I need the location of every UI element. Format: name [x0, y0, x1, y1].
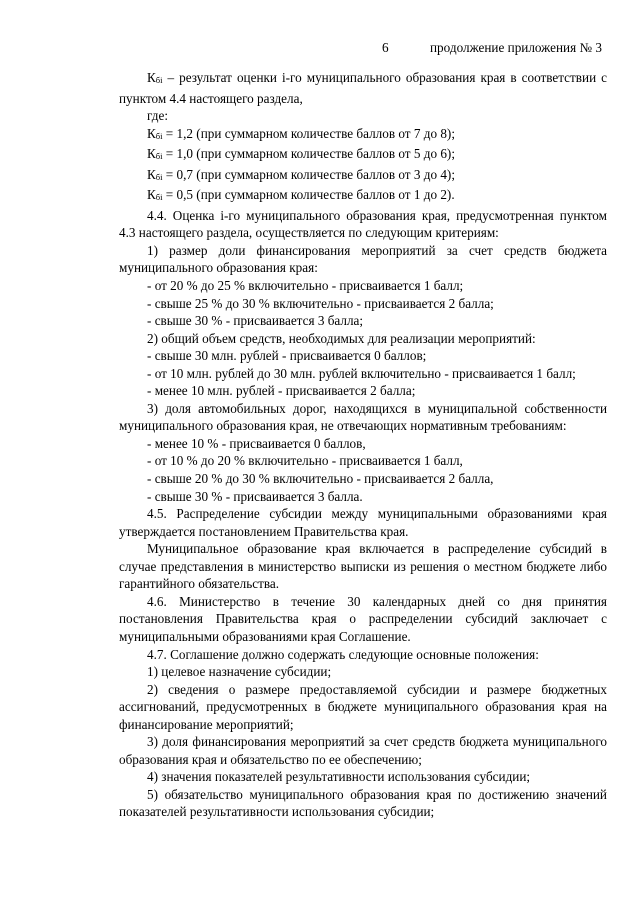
- k-symbol: К: [147, 146, 156, 162]
- criterion-1: 1) размер доли финансирования мероприятий за счет средств бюджета муниципального образования края:: [119, 242, 607, 276]
- k-subscript: бi: [155, 171, 163, 182]
- paragraph-inclusion: Муниципальное образование края включается в распределение субсидий в случае представления в министерство выписки из решения о местном бюджете либо гарантийного обязательства.: [119, 541, 607, 592]
- coefficient-line: [119, 166, 607, 187]
- k-symbol: К: [147, 70, 156, 85]
- coefficient-line: [119, 186, 607, 207]
- coefficient-text: = 0,7 (при суммарном количестве баллов от 3 до 4);: [162, 166, 455, 182]
- criterion-item: - свыше 25 % до 30 % включительно - присваивается 2 балла;: [147, 295, 494, 311]
- coefficient-text: = 0,5 (при суммарном количестве баллов от 1 до 2).: [162, 187, 455, 203]
- k-definition-text: – результат оценки i-го муниципального образования края в соответствии с пунктом 4.4 настоящего раздела,: [119, 70, 607, 106]
- criterion-item: - менее 10 млн. рублей - присваивается 2 балла;: [147, 383, 416, 399]
- criterion-item: - менее 10 % - присваивается 0 баллов,: [147, 435, 366, 451]
- coefficient-text: = 1,2 (при суммарном количестве баллов от 7 до 8);: [162, 125, 455, 141]
- coefficient-line: [119, 125, 607, 146]
- k-subscript: бi: [155, 151, 163, 162]
- page-number: 6: [382, 40, 389, 55]
- document-body: [119, 69, 607, 821]
- agreement-provision: 4) значения показателей результативности использования субсидии;: [147, 769, 531, 785]
- coefficient-line: [119, 145, 607, 166]
- agreement-provision: 2) сведения о размере предоставляемой субсидии и размере бюджетных ассигнований, предусмотренных в бюджете муниципального образования края на финансирование мероприятий;: [119, 681, 607, 732]
- paragraph-4-5: 4.5. Распределение субсидии между муниципальными образованиями края утверждается постановлением Правительства края.: [119, 506, 607, 539]
- coefficient-text: = 1,0 (при суммарном количестве баллов от 5 до 6);: [162, 146, 455, 162]
- paragraph-4-4: 4.4. Оценка i-го муниципального образования края, предусмотренная пунктом 4.3 настоящего раздела, осуществляется по следующим критериям:: [119, 207, 607, 241]
- agreement-provision: 5) обязательство муниципального образования края по достижению значений показателей результативности использования субсидии;: [119, 786, 607, 820]
- k-subscript: бi: [155, 75, 163, 85]
- k-subscript: бi: [155, 192, 163, 203]
- paragraph-4-7: 4.7. Соглашение должно содержать следующие основные положения:: [147, 646, 539, 662]
- criterion-3: 3) доля автомобильных дорог, находящихся в муниципальной собственности муниципального образования края, не отвечающих нормативным требованиям:: [119, 400, 607, 434]
- criterion-item: - от 10 % до 20 % включительно - присваивается 1 балл,: [147, 453, 463, 469]
- appendix-continuation-label: продолжение приложения № 3: [430, 40, 602, 55]
- k-subscript: бi: [155, 130, 163, 141]
- paragraph-4-6: 4.6. Министерство в течение 30 календарных дней со дня принятия постановления Правительства края о распределении субсидий заключает с муниципальными образованиями края Соглашение.: [119, 593, 607, 644]
- agreement-provision: 1) целевое назначение субсидии;: [147, 664, 332, 680]
- k-symbol: К: [147, 166, 156, 182]
- criterion-item: - от 20 % до 25 % включительно - присваивается 1 балл;: [147, 278, 464, 294]
- criterion-item: - свыше 20 % до 30 % включительно - присваивается 2 балла,: [147, 471, 494, 487]
- criterion-item: - свыше 30 % - присваивается 3 балла;: [147, 313, 364, 329]
- k-symbol: К: [147, 187, 156, 203]
- criterion-2: 2) общий объем средств, необходимых для реализации мероприятий:: [147, 330, 536, 346]
- criterion-item: - от 10 млн. рублей до 30 млн. рублей включительно - присваивается 1 балл;: [147, 365, 576, 381]
- k-symbol: К: [147, 125, 156, 141]
- criterion-item: - свыше 30 % - присваивается 3 балла.: [147, 488, 363, 504]
- page-header: [0, 40, 640, 58]
- paragraph-where: где:: [147, 108, 168, 124]
- agreement-provision: 3) доля финансирования мероприятий за счет средств бюджета муниципального образования края и обязательство по ее обеспечению;: [119, 734, 607, 767]
- criterion-item: - свыше 30 млн. рублей - присваивается 0 баллов;: [147, 348, 427, 364]
- paragraph-k-definition: [119, 69, 607, 107]
